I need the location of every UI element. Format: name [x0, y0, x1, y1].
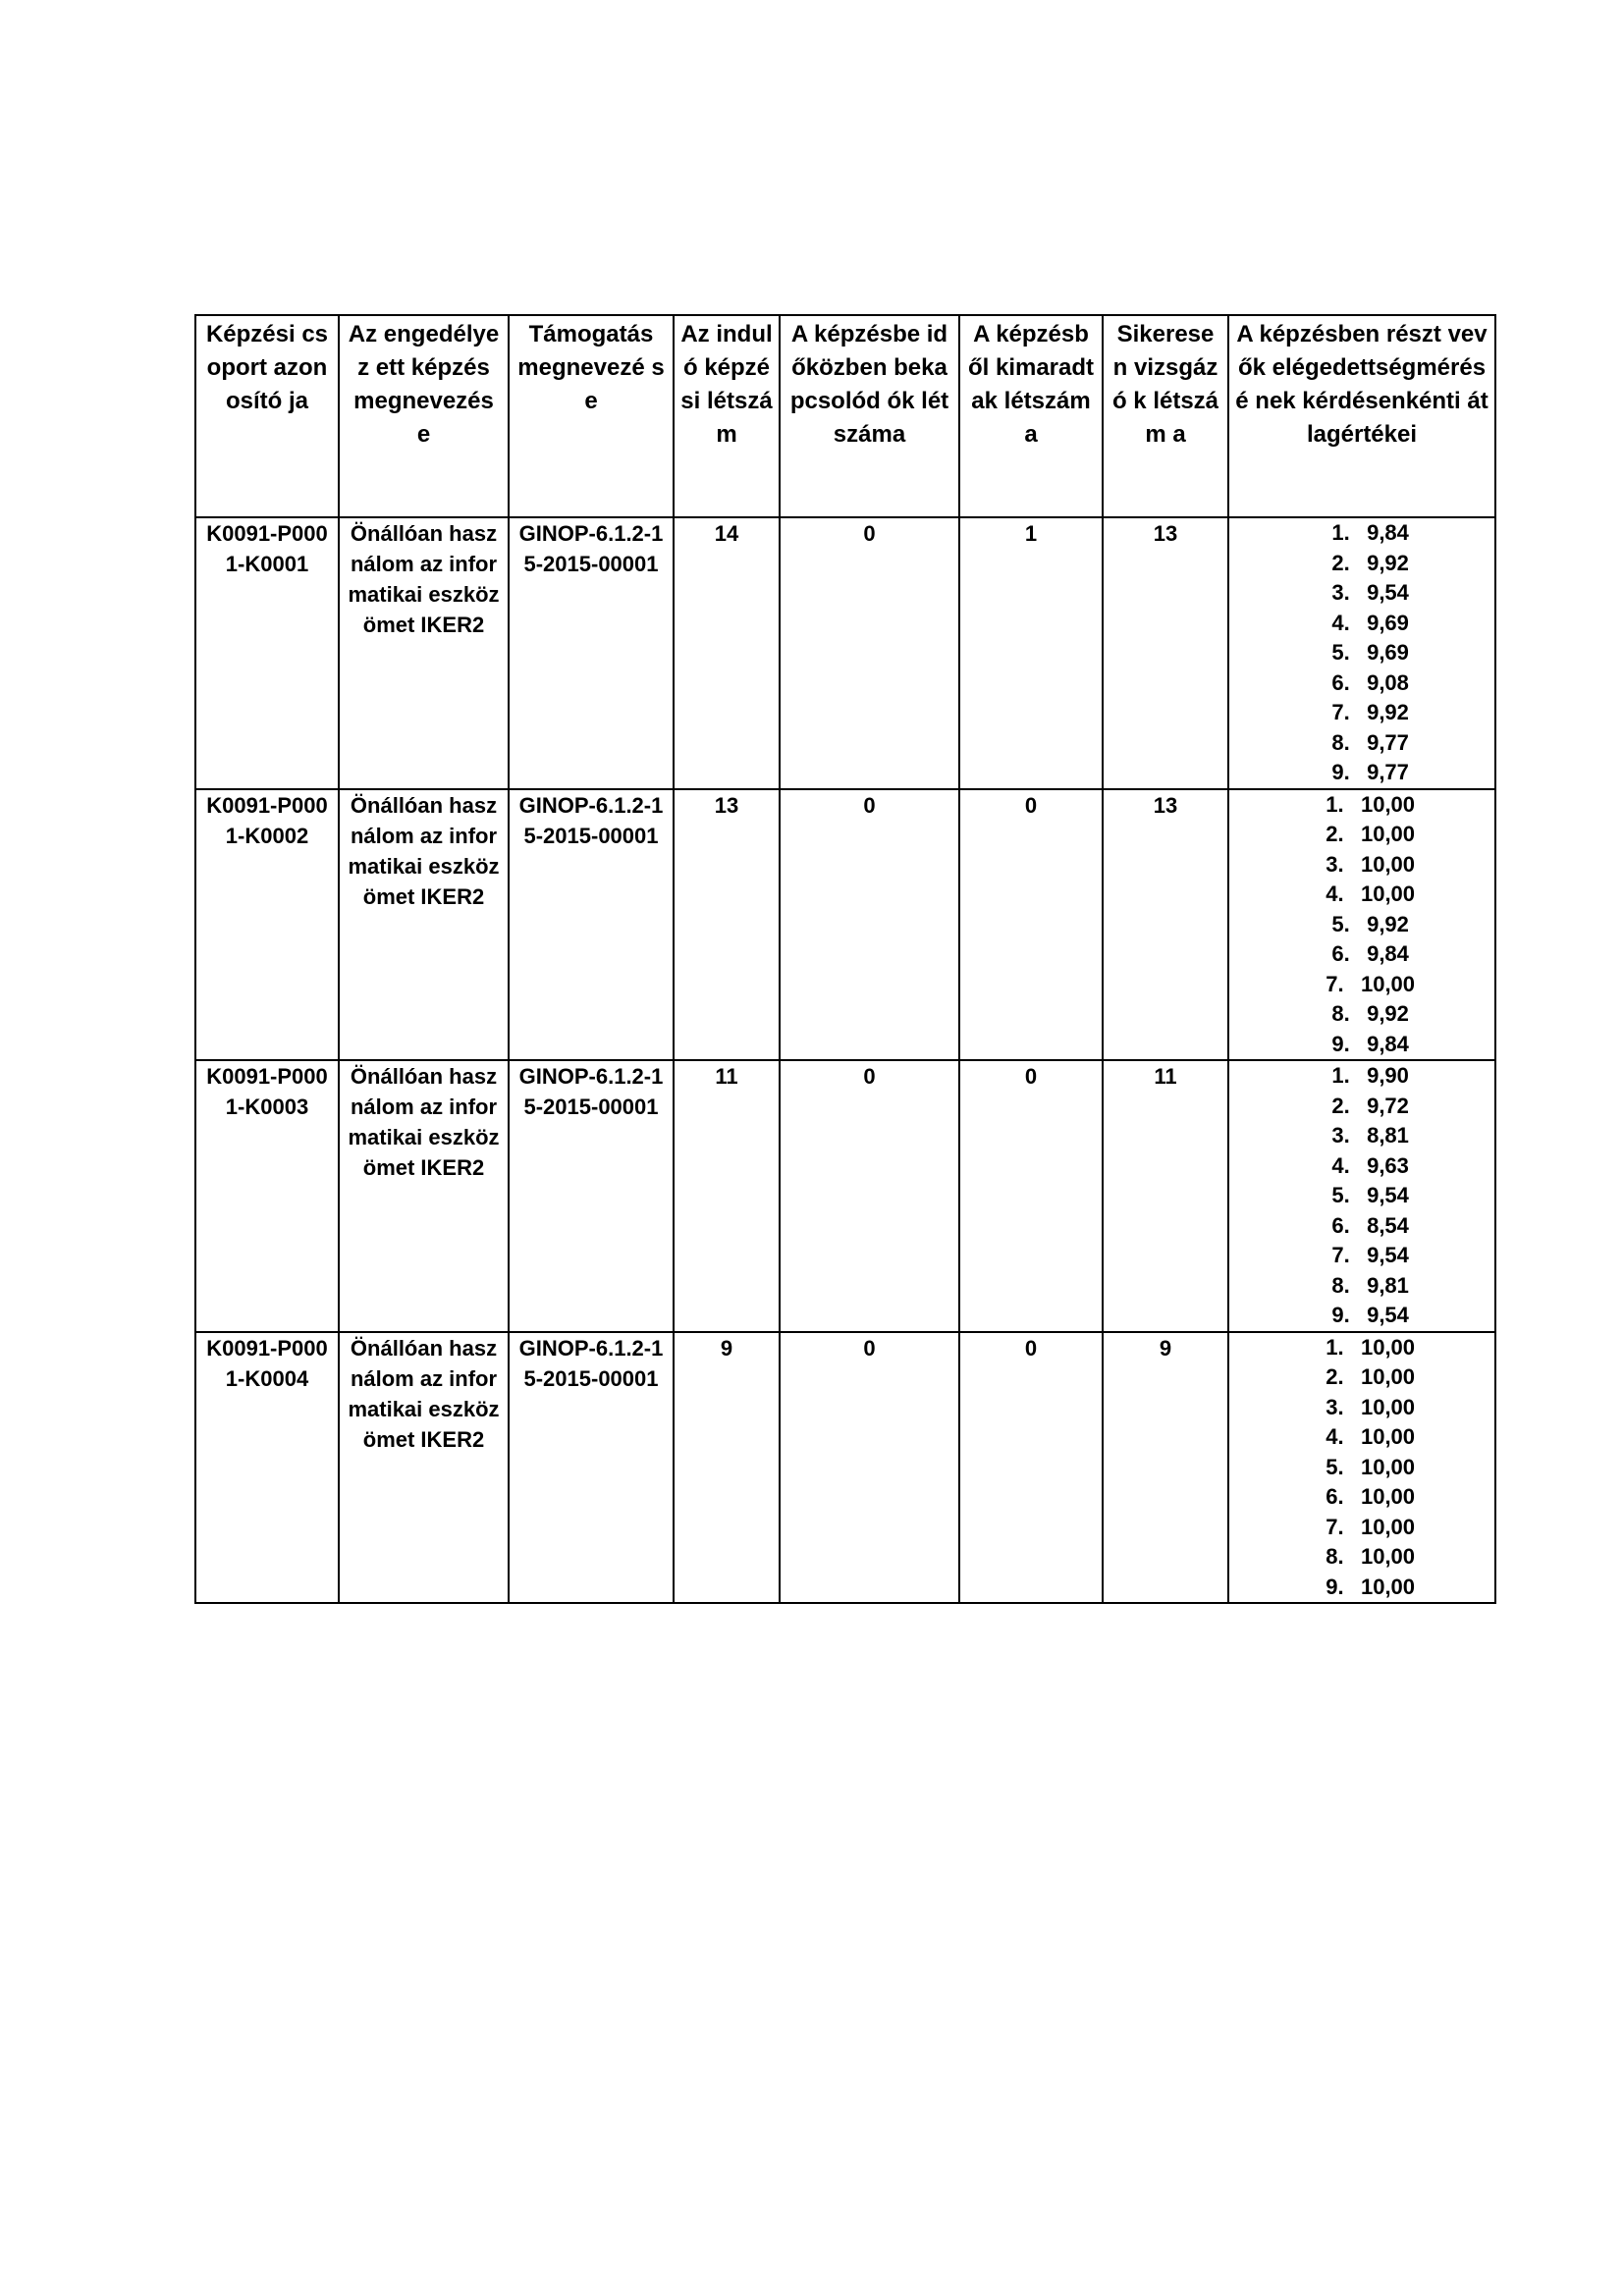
cell-training-name: Önállóan használom az informatikai eszközömet IKER2: [339, 1060, 509, 1332]
score-number: 2.: [1326, 822, 1344, 846]
score-value: 9,92: [1367, 1001, 1409, 1026]
score-item: [1235, 1513, 1489, 1543]
score-item: [1235, 1211, 1489, 1242]
score-item: [1235, 1121, 1489, 1151]
header-support-name: Támogatás megnevezé se: [509, 315, 674, 517]
score-item: [1235, 1422, 1489, 1453]
cell-dropped-count: 0: [959, 789, 1103, 1061]
score-number: 6.: [1331, 1212, 1350, 1238]
cell-starting-count: 9: [674, 1332, 780, 1604]
score-list: [1235, 518, 1489, 788]
cell-starting-count: 13: [674, 789, 780, 1061]
score-value: 10,00: [1360, 971, 1416, 996]
cell-passed-count: 9: [1103, 1332, 1228, 1604]
score-item: [1235, 1271, 1489, 1302]
cell-satisfaction-scores: [1228, 789, 1495, 1061]
score-item: [1235, 668, 1489, 699]
score-number: 2.: [1326, 1364, 1344, 1389]
cell-passed-count: 11: [1103, 1060, 1228, 1332]
score-value: 10,00: [1360, 1394, 1416, 1419]
score-item: [1235, 1241, 1489, 1271]
score-value: 10,00: [1360, 1424, 1416, 1449]
score-number: 4.: [1326, 881, 1344, 906]
score-number: 7.: [1326, 1514, 1344, 1539]
score-number: 3.: [1326, 851, 1344, 877]
score-item: [1235, 820, 1489, 850]
score-item: [1235, 1482, 1489, 1513]
score-value: 9,54: [1367, 1183, 1409, 1207]
header-group-id: Képzési csoport azonosító ja: [195, 315, 339, 517]
cell-support-name: GINOP-6.1.2-15-2015-00001: [509, 517, 674, 789]
score-value: 10,00: [1360, 1544, 1416, 1569]
cell-passed-count: 13: [1103, 789, 1228, 1061]
score-number: 2.: [1331, 550, 1350, 575]
score-number: 5.: [1331, 1183, 1350, 1207]
score-number: 3.: [1331, 580, 1350, 605]
cell-passed-count: 13: [1103, 517, 1228, 789]
score-value: 9,92: [1367, 700, 1409, 724]
score-number: 6.: [1331, 669, 1350, 695]
score-number: 4.: [1331, 1152, 1350, 1178]
score-value: 9,84: [1367, 941, 1409, 966]
score-value: 10,00: [1360, 822, 1416, 846]
cell-joined-count: 0: [780, 517, 959, 789]
score-value: 9,77: [1367, 760, 1409, 784]
cell-training-name: Önállóan használom az informatikai eszközömet IKER2: [339, 1332, 509, 1604]
score-item: [1235, 1333, 1489, 1363]
score-number: 8.: [1331, 1272, 1350, 1298]
score-list: [1235, 790, 1489, 1060]
score-value: 8,54: [1367, 1212, 1409, 1238]
table-row: [195, 1060, 1495, 1332]
score-number: 4.: [1326, 1424, 1344, 1449]
score-value: 9,63: [1367, 1152, 1409, 1178]
cell-satisfaction-scores: [1228, 1332, 1495, 1604]
score-value: 10,00: [1360, 1574, 1416, 1599]
score-value: 9,90: [1367, 1063, 1409, 1088]
score-item: [1235, 1362, 1489, 1393]
score-item: [1235, 999, 1489, 1030]
cell-dropped-count: 0: [959, 1332, 1103, 1604]
score-item: [1235, 1181, 1489, 1211]
score-item: [1235, 578, 1489, 609]
score-number: 6.: [1331, 941, 1350, 966]
score-list: [1235, 1333, 1489, 1603]
score-value: 9,81: [1367, 1272, 1409, 1298]
score-item: [1235, 1573, 1489, 1603]
score-value: 9,84: [1367, 520, 1409, 545]
score-value: 9,72: [1367, 1093, 1409, 1118]
score-item: [1235, 698, 1489, 728]
score-item: [1235, 609, 1489, 639]
score-value: 9,92: [1367, 911, 1409, 936]
score-number: 8.: [1326, 1544, 1344, 1569]
score-item: [1235, 728, 1489, 759]
score-value: 10,00: [1360, 791, 1416, 817]
score-number: 5.: [1331, 911, 1350, 936]
score-value: 10,00: [1360, 1484, 1416, 1509]
score-value: 9,77: [1367, 729, 1409, 755]
score-number: 9.: [1326, 1574, 1344, 1599]
score-number: 8.: [1331, 729, 1350, 755]
score-item: [1235, 850, 1489, 881]
score-item: [1235, 1542, 1489, 1573]
cell-satisfaction-scores: [1228, 1060, 1495, 1332]
score-value: 10,00: [1360, 881, 1416, 906]
header-passed-count: Sikerese n vizsgázó k létszám a: [1103, 315, 1228, 517]
score-number: 7.: [1331, 1243, 1350, 1267]
score-number: 2.: [1331, 1093, 1350, 1118]
score-value: 9,54: [1367, 1303, 1409, 1327]
score-item: [1235, 970, 1489, 1000]
score-value: 9,84: [1367, 1031, 1409, 1056]
score-item: [1235, 880, 1489, 910]
score-number: 1.: [1331, 1063, 1350, 1088]
score-number: 9.: [1331, 1303, 1350, 1327]
cell-support-name: GINOP-6.1.2-15-2015-00001: [509, 1332, 674, 1604]
cell-support-name: GINOP-6.1.2-15-2015-00001: [509, 1060, 674, 1332]
score-item: [1235, 910, 1489, 940]
cell-starting-count: 11: [674, 1060, 780, 1332]
score-value: 9,54: [1367, 1243, 1409, 1267]
score-number: 4.: [1331, 610, 1350, 635]
score-value: 10,00: [1360, 851, 1416, 877]
score-value: 9,69: [1367, 610, 1409, 635]
cell-group-id: K0091-P0001-K0001: [195, 517, 339, 789]
header-joined-count: A képzésbe időközben bekapcsolód ók létszáma: [780, 315, 959, 517]
table-row: [195, 789, 1495, 1061]
cell-support-name: GINOP-6.1.2-15-2015-00001: [509, 789, 674, 1061]
cell-dropped-count: 0: [959, 1060, 1103, 1332]
cell-group-id: K0091-P0001-K0003: [195, 1060, 339, 1332]
score-value: 10,00: [1360, 1454, 1416, 1479]
header-starting-count: Az induló képzé si létszá m: [674, 315, 780, 517]
cell-joined-count: 0: [780, 1332, 959, 1604]
table-row: [195, 517, 1495, 789]
score-item: [1235, 790, 1489, 821]
cell-training-name: Önállóan használom az informatikai eszközömet IKER2: [339, 517, 509, 789]
score-number: 1.: [1326, 1334, 1344, 1360]
cell-starting-count: 14: [674, 517, 780, 789]
score-number: 6.: [1326, 1484, 1344, 1509]
score-value: 8,81: [1367, 1123, 1409, 1148]
header-dropped-count: A képzésből kimaradt ak létszáma: [959, 315, 1103, 517]
cell-group-id: K0091-P0001-K0002: [195, 789, 339, 1061]
header-training-name: Az engedélyez ett képzés megnevezés e: [339, 315, 509, 517]
score-value: 9,08: [1367, 669, 1409, 695]
score-item: [1235, 549, 1489, 579]
score-number: 3.: [1326, 1394, 1344, 1419]
score-item: [1235, 939, 1489, 970]
score-item: [1235, 1453, 1489, 1483]
cell-joined-count: 0: [780, 1060, 959, 1332]
cell-training-name: Önállóan használom az informatikai eszközömet IKER2: [339, 789, 509, 1061]
score-number: 1.: [1326, 791, 1344, 817]
score-item: [1235, 518, 1489, 549]
cell-satisfaction-scores: [1228, 517, 1495, 789]
score-value: 10,00: [1360, 1334, 1416, 1360]
score-list: [1235, 1061, 1489, 1331]
score-number: 5.: [1331, 640, 1350, 665]
cell-dropped-count: 1: [959, 517, 1103, 789]
score-value: 9,92: [1367, 550, 1409, 575]
score-item: [1235, 1393, 1489, 1423]
score-number: 5.: [1326, 1454, 1344, 1479]
score-item: [1235, 1030, 1489, 1060]
table-row: [195, 1332, 1495, 1604]
score-number: 1.: [1331, 520, 1350, 545]
score-number: 9.: [1331, 760, 1350, 784]
header-row: [195, 315, 1495, 517]
score-number: 7.: [1331, 700, 1350, 724]
training-report-table: [194, 314, 1496, 1604]
score-number: 8.: [1331, 1001, 1350, 1026]
score-item: [1235, 638, 1489, 668]
score-item: [1235, 1092, 1489, 1122]
score-item: [1235, 758, 1489, 788]
score-value: 9,69: [1367, 640, 1409, 665]
header-satisfaction-scores: A képzésben részt vevők elégedettségmérésé nek kérdésenkénti átlagértékei: [1228, 315, 1495, 517]
score-value: 10,00: [1360, 1514, 1416, 1539]
score-number: 9.: [1331, 1031, 1350, 1056]
score-number: 3.: [1331, 1123, 1350, 1148]
score-item: [1235, 1301, 1489, 1331]
score-number: 7.: [1326, 971, 1344, 996]
cell-group-id: K0091-P0001-K0004: [195, 1332, 339, 1604]
score-value: 9,54: [1367, 580, 1409, 605]
score-value: 10,00: [1360, 1364, 1416, 1389]
score-item: [1235, 1061, 1489, 1092]
cell-joined-count: 0: [780, 789, 959, 1061]
score-item: [1235, 1151, 1489, 1182]
